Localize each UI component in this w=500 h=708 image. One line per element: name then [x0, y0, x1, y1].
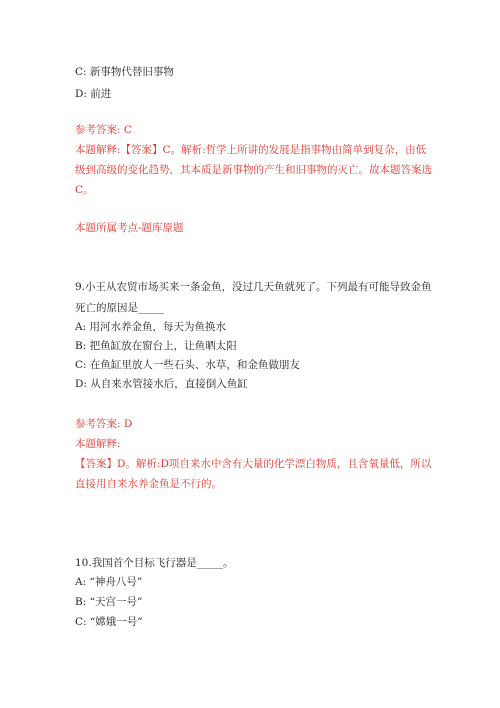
- q10-option-c: C: “嫦娥一号”: [75, 616, 143, 628]
- q9-explanation-line2: 直接用自来水养金鱼是不行的。: [75, 478, 222, 490]
- prev-explanation-line3: C。: [75, 184, 94, 196]
- q9-answer: 参考答案: D: [75, 418, 133, 430]
- q9-option-c: C: 在鱼缸里放人一些石头、水草，和金鱼做朋友: [75, 359, 300, 371]
- prev-option-d: D: 前进: [75, 88, 112, 100]
- q9-option-b: B: 把鱼缸放在窗台上，让鱼晒太阳: [75, 340, 237, 352]
- q10-stem: 10.我国首个目标飞行器是_____。: [75, 557, 234, 569]
- q9-stem-line1: 9.小王从农贸市场买来一条金鱼，没过几天鱼就死了。下列最有可能导致金鱼: [75, 281, 432, 293]
- q9-option-d: D: 从自来水管接水后，直接倒入鱼缸: [75, 378, 248, 390]
- prev-answer: 参考答案: C: [75, 124, 132, 136]
- q9-explanation-title: 本题解释:: [75, 438, 121, 450]
- q10-option-b: B: “天宫一号”: [75, 596, 143, 608]
- q10-option-a: A: “神舟八号”: [75, 576, 143, 588]
- q9-stem-line2: 死亡的原因是_____: [75, 302, 165, 314]
- prev-explanation-line2: 级到高级的变化趋势，其本质是新事物的产生和旧事物的灭亡。故本题答案选: [75, 164, 432, 176]
- q9-option-a: A: 用河水养金鱼，每天为鱼换水: [75, 321, 226, 333]
- prev-source: 本题所属考点-题库原题: [75, 222, 184, 234]
- prev-option-c: C: 新事物代替旧事物: [75, 66, 174, 78]
- q9-explanation-line1: 【答案】D。解析:D项自来水中含有大量的化学漂白物质，且含氧量低，所以: [75, 458, 432, 470]
- prev-explanation-line1: 本题解释:【答案】C。解析:哲学上所讲的发展是指事物由简单到复杂，由低: [75, 144, 427, 156]
